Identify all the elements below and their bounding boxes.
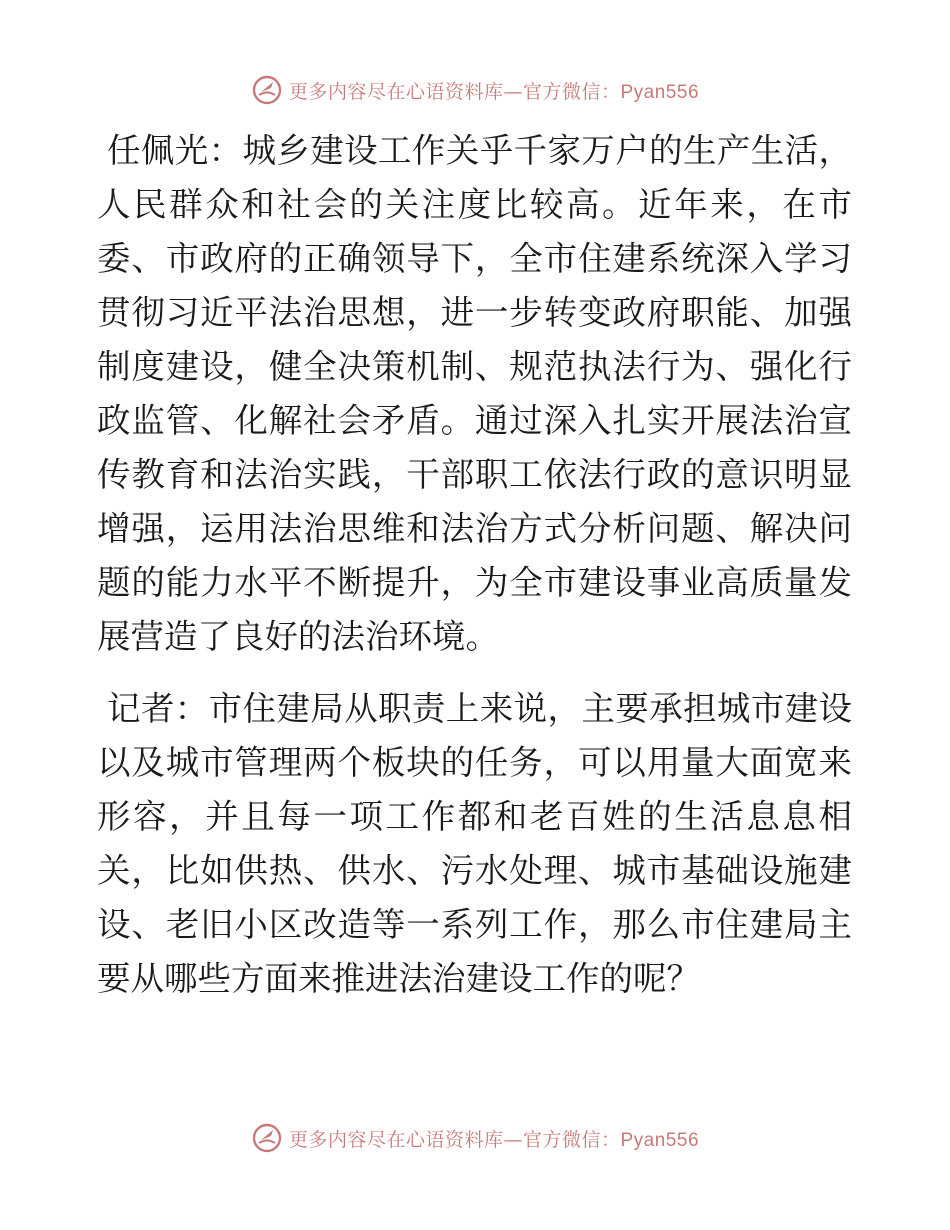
book-quill-logo-icon xyxy=(251,1122,283,1154)
watermark-content xyxy=(251,74,699,106)
watermark-label: 更多内容尽在心语资料库—官方微信： xyxy=(288,80,621,103)
watermark-wechat-id: Pyan556 xyxy=(620,81,700,103)
document-body xyxy=(97,124,852,1006)
footer-watermark xyxy=(0,1120,950,1156)
book-quill-logo-icon xyxy=(251,74,283,106)
watermark-label: 更多内容尽在心语资料库—官方微信： xyxy=(288,1128,621,1151)
header-watermark xyxy=(0,72,950,108)
watermark-wechat-id: Pyan556 xyxy=(620,1129,700,1151)
watermark-text xyxy=(289,1125,699,1152)
question-paragraph: 记者：市住建局从职责上来说，主要承担城市建设以及城市管理两个板块的任务，可以用量大面宽来形容，并且每一项工作都和老百姓的生活息息相关，比如供热、供水、污水处理、城市基础设施建设、老旧小区改造等一系列工作，那么市住建局主要从哪些方面来推进法治建设工作的呢？ xyxy=(97,689,852,998)
watermark-content xyxy=(251,1122,699,1154)
watermark-text xyxy=(289,77,699,104)
answer-paragraph: 任佩光：城乡建设工作关乎千家万户的生产生活，人民群众和社会的关注度比较高。近年来，在市委、市政府的正确领导下，全市住建系统深入学习贯彻习近平法治思想，进一步转变政府职能、加强制度建设，健全决策机制、规范执法行为、强化行政监管、化解社会矛盾。通过深入扎实开展法治宣传教育和法治实践，干部职工依法行政的意识明显增强，运用法治思维和法治方式分析问题、解决问题的能力水平不断提升，为全市建设事业高质量发展营造了良好的法治环境。 xyxy=(97,131,852,656)
